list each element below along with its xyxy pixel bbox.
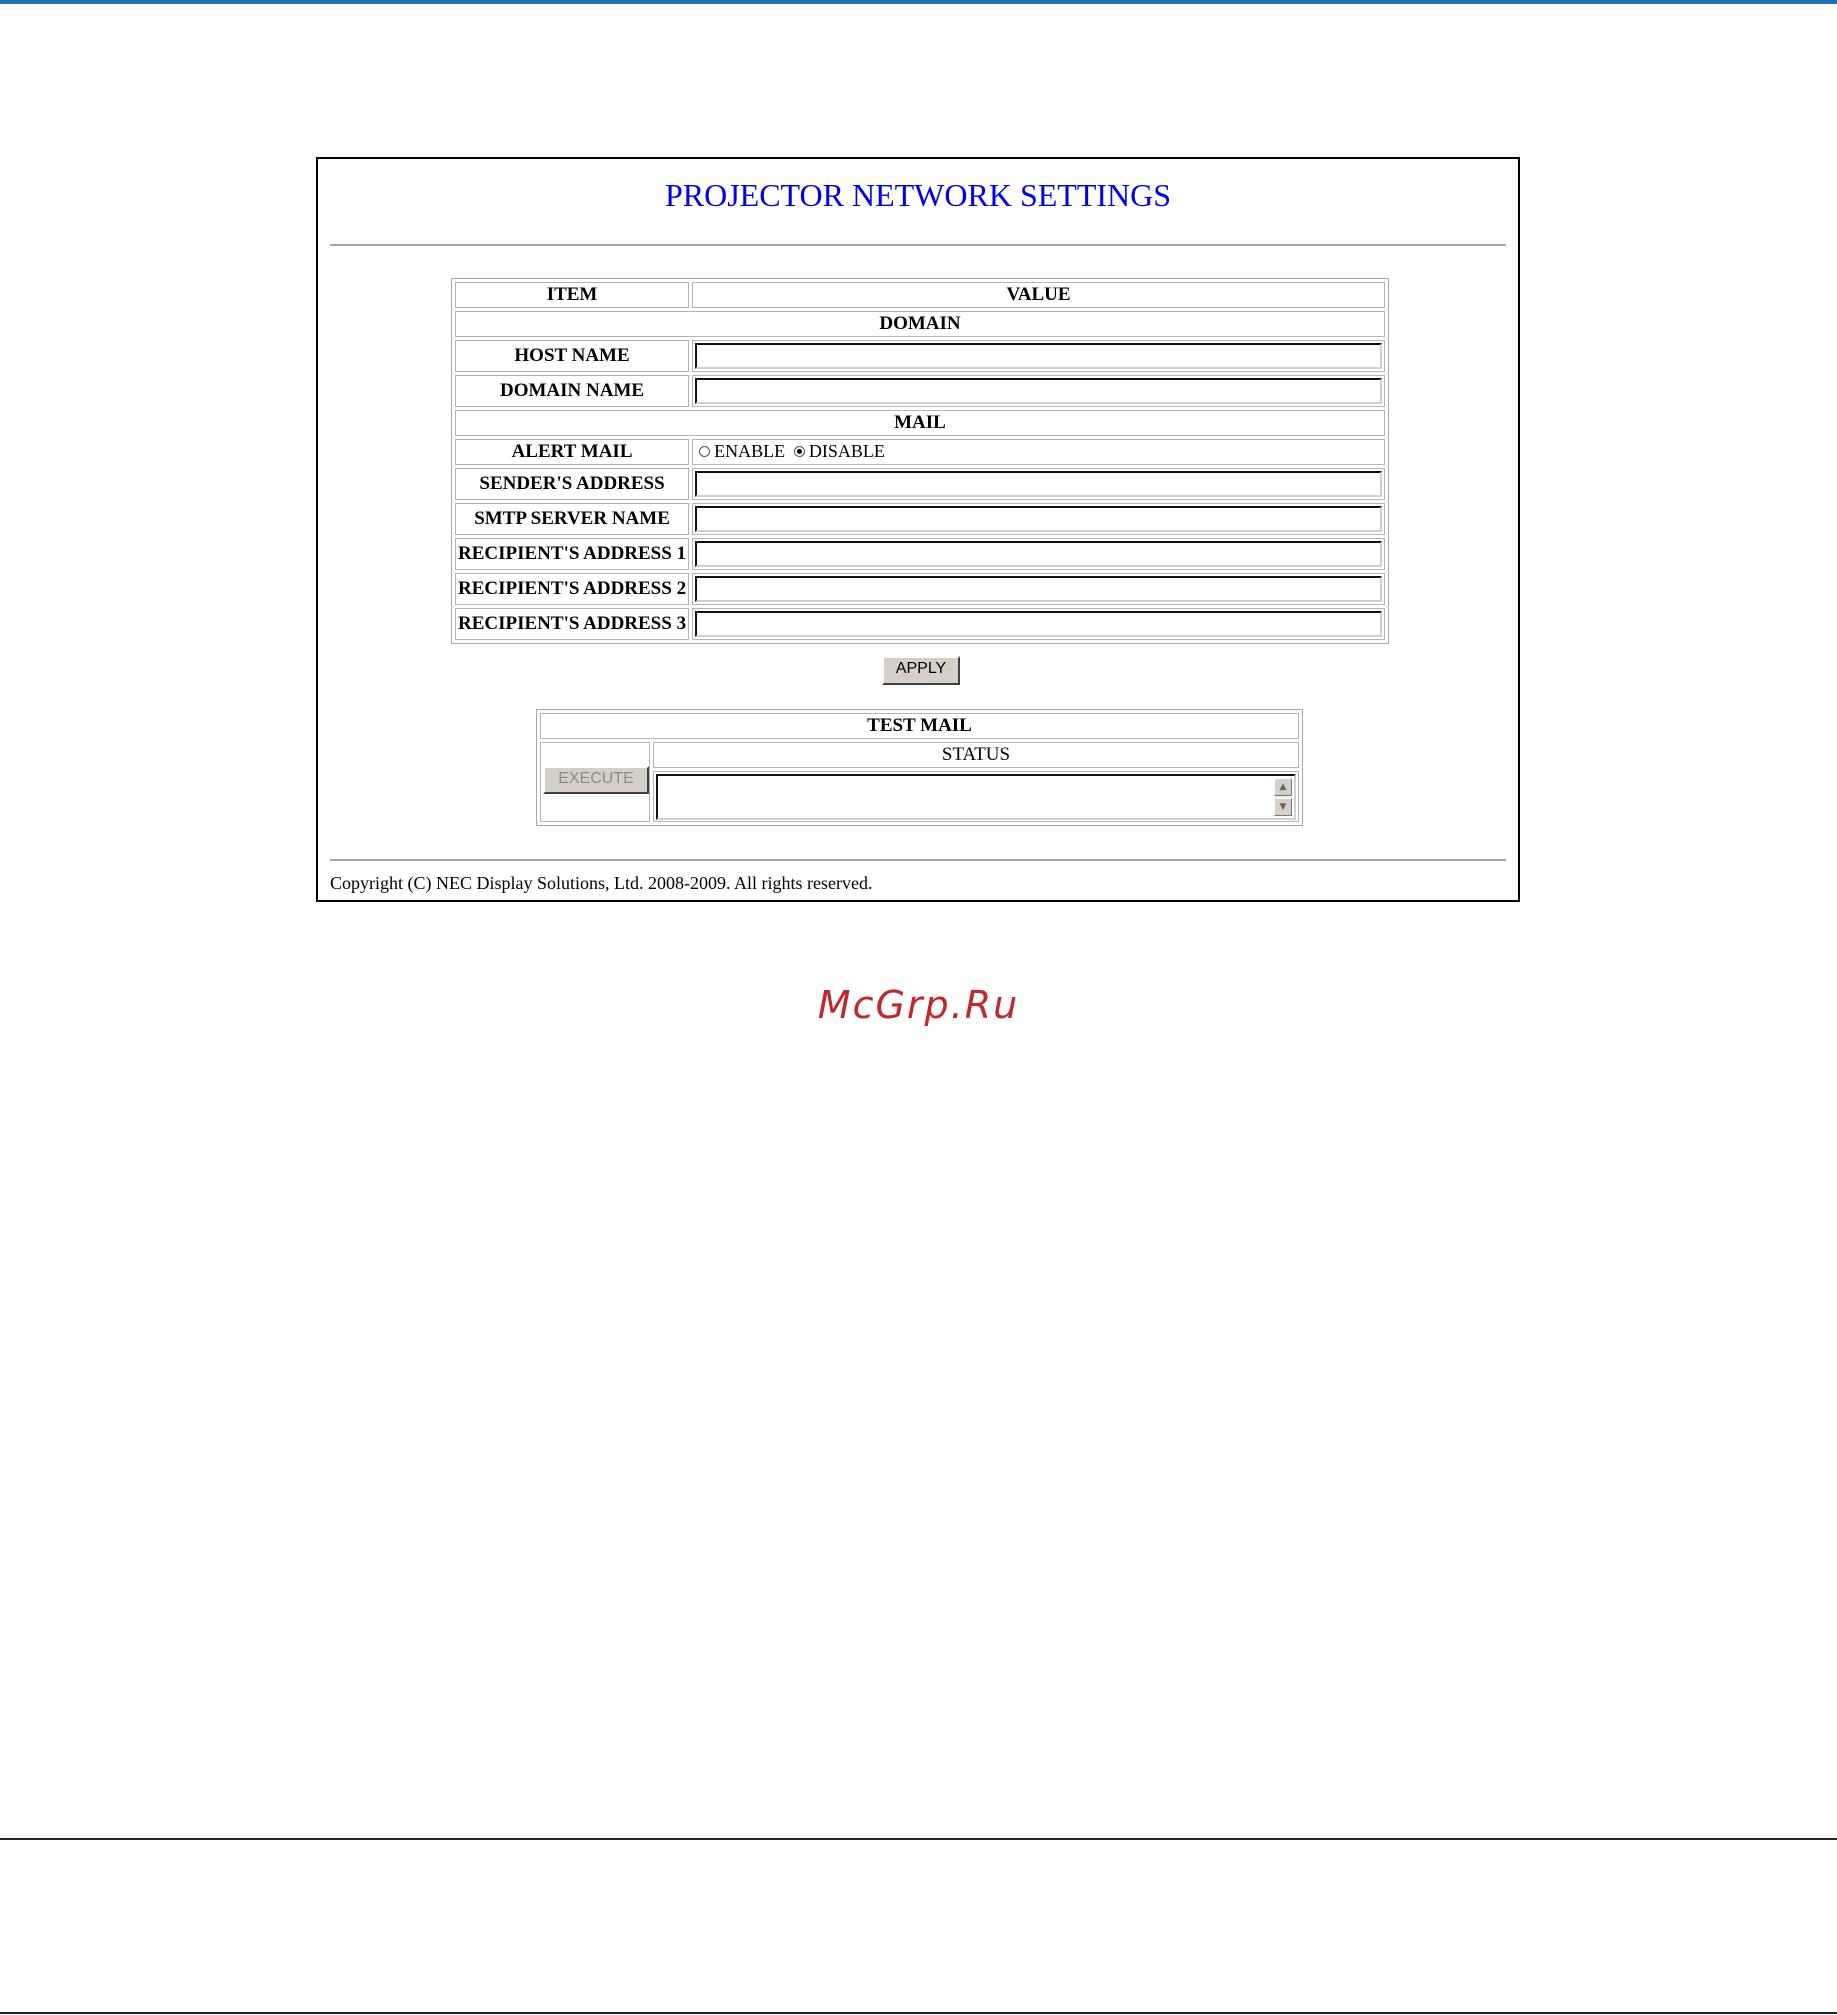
execute-button[interactable]: EXECUTE [543, 766, 649, 794]
row-recipient-1 [455, 538, 1385, 570]
section-row-domain [455, 311, 1385, 337]
host-name-label: HOST NAME [455, 340, 689, 372]
alert-mail-enable-option[interactable] [699, 441, 785, 462]
recipient-address-2-cell [692, 573, 1385, 605]
recipient-address-2-label: RECIPIENT'S ADDRESS 2 [455, 573, 689, 605]
status-scrollbar[interactable] [1274, 778, 1292, 816]
row-smtp-server-name [455, 503, 1385, 535]
header-row [455, 282, 1385, 308]
row-recipient-3 [455, 608, 1385, 640]
senders-address-input[interactable] [695, 471, 1382, 497]
top-rule [0, 0, 1837, 4]
row-alert-mail [455, 439, 1385, 465]
status-textarea[interactable] [656, 774, 1296, 820]
domain-name-cell [692, 375, 1385, 407]
recipient-address-1-input[interactable] [695, 541, 1382, 567]
smtp-server-name-cell [692, 503, 1385, 535]
row-domain-name [455, 375, 1385, 407]
section-domain: DOMAIN [455, 311, 1385, 337]
status-value-row [540, 771, 1299, 822]
alert-mail-disable-label: DISABLE [808, 441, 885, 461]
recipient-address-3-input[interactable] [695, 611, 1382, 637]
apply-button[interactable]: APPLY [882, 656, 960, 685]
recipient-address-1-cell [692, 538, 1385, 570]
row-host-name [455, 340, 1385, 372]
section-mail: MAIL [455, 410, 1385, 436]
senders-address-cell [692, 468, 1385, 500]
scroll-up-icon[interactable]: ▲ [1274, 778, 1292, 796]
alert-mail-enable-label: ENABLE [714, 441, 786, 461]
status-header-row [540, 742, 1299, 768]
footer-divider [330, 859, 1506, 861]
recipient-address-3-cell [692, 608, 1385, 640]
alert-mail-disable-radio[interactable] [794, 446, 805, 457]
smtp-server-name-input[interactable] [695, 506, 1382, 532]
test-mail-header-row [540, 713, 1299, 739]
copyright-text: Copyright (C) NEC Display Solutions, Ltd. 2008-2009. All rights reserved. [330, 873, 873, 893]
network-settings-table [451, 278, 1389, 644]
recipient-address-3-label: RECIPIENT'S ADDRESS 3 [455, 608, 689, 640]
recipient-address-2-input[interactable] [695, 576, 1382, 602]
domain-name-input[interactable] [695, 378, 1382, 404]
watermark-logo: McGrp.Ru [817, 983, 1020, 1027]
column-header-item: ITEM [455, 282, 689, 308]
senders-address-label: SENDER'S ADDRESS [455, 468, 689, 500]
alert-mail-disable-option[interactable] [794, 441, 885, 462]
status-label: STATUS [653, 742, 1299, 768]
alert-mail-enable-radio[interactable] [699, 446, 710, 457]
column-header-value: VALUE [692, 282, 1385, 308]
host-name-cell [692, 340, 1385, 372]
test-mail-table [536, 709, 1303, 826]
title-divider [330, 244, 1506, 246]
test-mail-title: TEST MAIL [540, 713, 1299, 739]
recipient-address-1-label: RECIPIENT'S ADDRESS 1 [455, 538, 689, 570]
bottom-rule [0, 2012, 1837, 2014]
status-cell [653, 771, 1299, 822]
section-row-mail [455, 410, 1385, 436]
execute-cell [540, 742, 650, 822]
row-recipient-2 [455, 573, 1385, 605]
row-senders-address [455, 468, 1385, 500]
host-name-input[interactable] [695, 343, 1382, 369]
alert-mail-cell [692, 439, 1385, 465]
page-title: PROJECTOR NETWORK SETTINGS [664, 177, 1172, 213]
scroll-down-icon[interactable]: ▼ [1274, 798, 1292, 816]
smtp-server-name-label: SMTP SERVER NAME [455, 503, 689, 535]
settings-page [316, 157, 1520, 902]
domain-name-label: DOMAIN NAME [455, 375, 689, 407]
alert-mail-label: ALERT MAIL [455, 439, 689, 465]
page-divider [0, 1838, 1837, 1840]
